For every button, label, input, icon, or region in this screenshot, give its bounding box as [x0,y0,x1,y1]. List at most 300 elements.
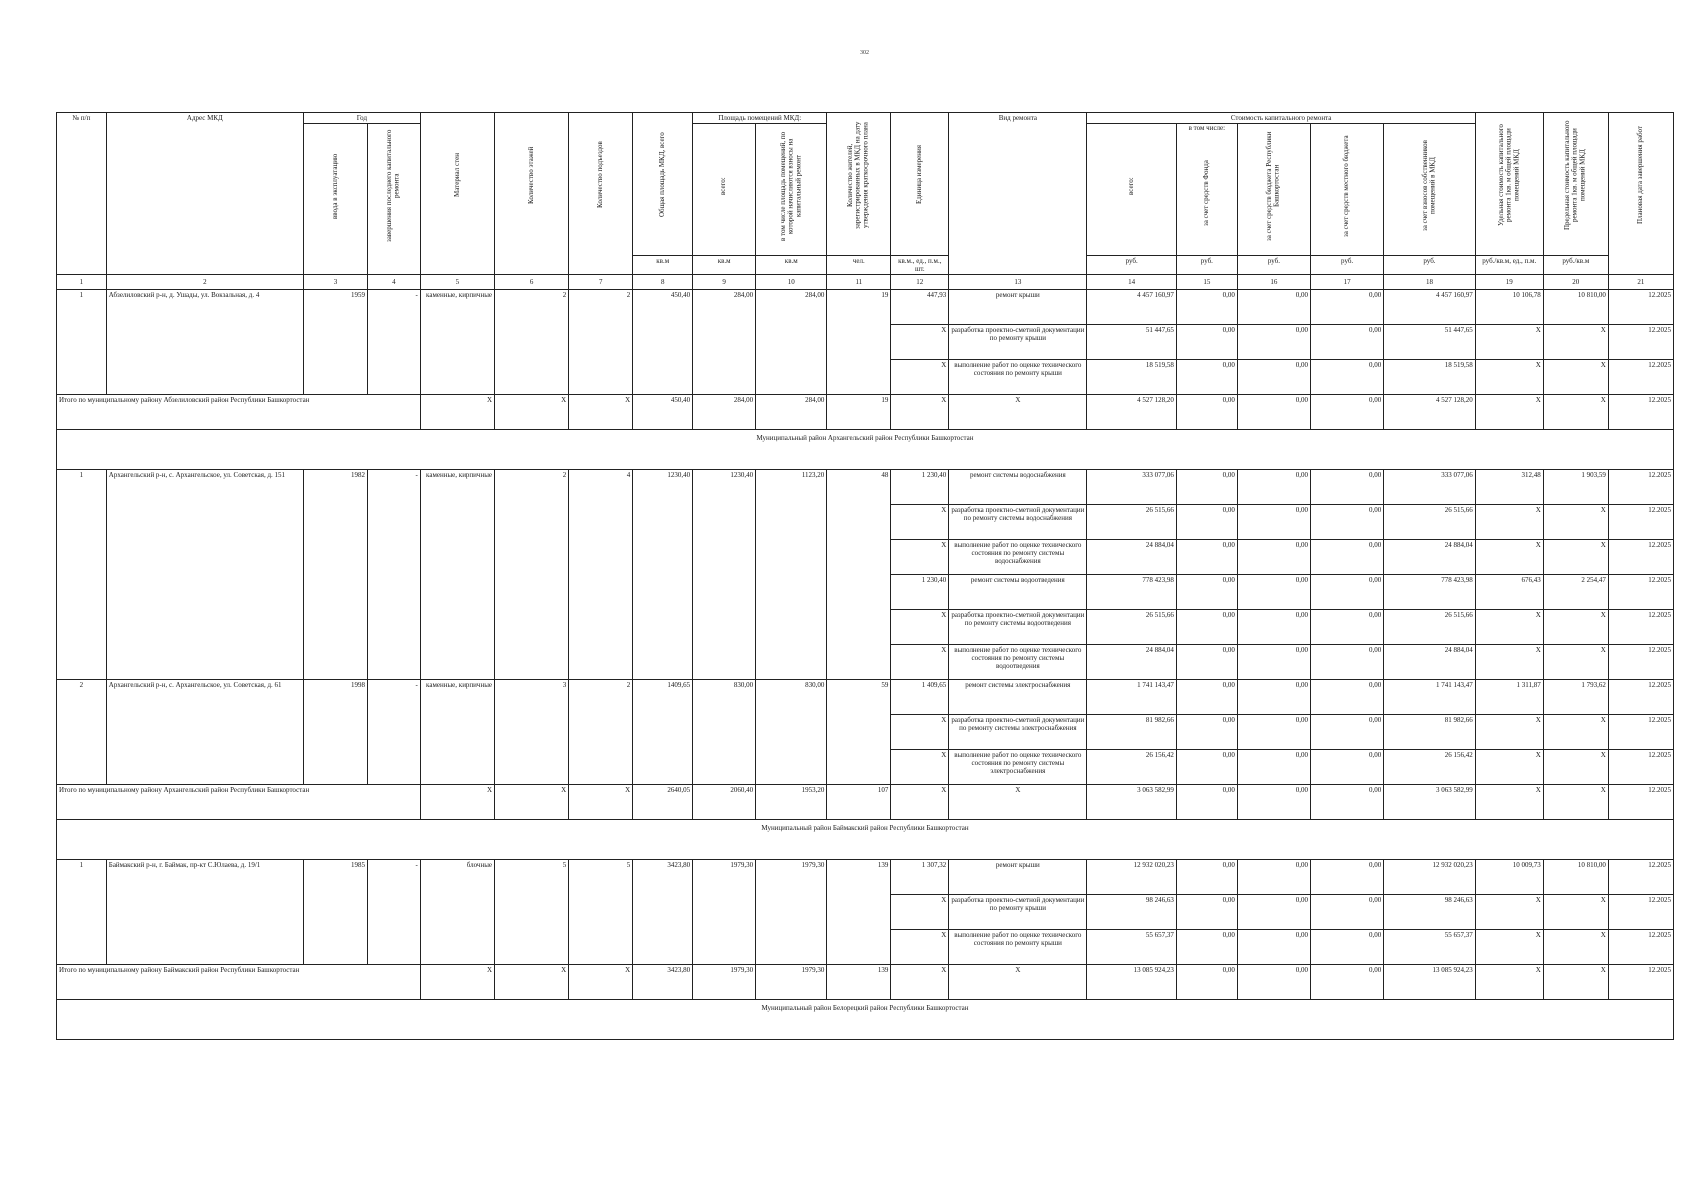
column-number: 14 [1087,275,1176,290]
total-max-cost: X [1543,785,1608,820]
work-cost-local: 0,00 [1311,860,1384,895]
header-premises-total: всего: [693,124,756,256]
total-residents: 107 [827,785,891,820]
house-premises-total: 1230,40 [693,470,756,680]
column-number: 18 [1384,275,1476,290]
header-cost-republic: за счет средств бюджета Республики Башкортостан [1237,124,1310,256]
work-cost-owners: 55 657,37 [1384,930,1476,965]
work-cost-total: 51 447,65 [1087,325,1176,360]
page-number: 302 [860,50,869,56]
work-cost-fund: 0,00 [1176,470,1237,505]
work-cost-owners: 26 515,66 [1384,610,1476,645]
house-year: 1982 [303,470,367,680]
work-cost-fund: 0,00 [1176,860,1237,895]
work-cost-total: 24 884,04 [1087,645,1176,680]
work-cost-owners: 51 447,65 [1384,325,1476,360]
total-cost: 13 085 924,23 [1087,965,1176,1000]
column-number: 3 [303,275,367,290]
total-unit: X [891,395,949,430]
total-cost-local: 0,00 [1311,785,1384,820]
total-cost-republic: 0,00 [1237,965,1310,1000]
total-max-cost: X [1543,965,1608,1000]
total-premises: 2060,40 [693,785,756,820]
work-max-cost: X [1543,895,1608,930]
district-total-label: Итого по муниципальному району Архангельский район Республики Башкортостан [57,785,421,820]
work-cost-total: 333 077,06 [1087,470,1176,505]
total-cost-fund: 0,00 [1176,785,1237,820]
total-premises-fee: 1953,20 [756,785,827,820]
unit-residents: чел. [827,256,891,275]
work-cost-local: 0,00 [1311,895,1384,930]
house-address: Баймакский р-н, г. Баймак, пр-кт С.Юлаева, д. 19/1 [106,860,303,965]
work-unit: X [891,750,949,785]
header-floors: Количество этажей [495,113,569,275]
work-specific-cost: X [1475,750,1543,785]
total-floors: X [495,395,569,430]
district-section-row [57,1000,1674,1040]
work-planned-date: 12.2025 [1608,360,1673,395]
work-unit: X [891,360,949,395]
total-premises: 1979,30 [693,965,756,1000]
column-number: 20 [1543,275,1608,290]
work-cost-republic: 0,00 [1237,290,1310,325]
house-year: 1998 [303,680,367,785]
house-material: каменные, кирпичные [420,290,494,395]
house-floors: 3 [495,680,569,785]
unit-max-cost: руб./кв.м [1543,256,1608,275]
header-max-cost: Предельная стоимость капитального ремонта 1кв. м общей площади помещений МКД [1543,113,1608,256]
work-max-cost: X [1543,645,1608,680]
work-specific-cost: 676,43 [1475,575,1543,610]
work-specific-cost: X [1475,610,1543,645]
work-type: разработка проектно-сметной документации по ремонту системы водоснабжения [949,505,1087,540]
work-type: ремонт крыши [949,290,1087,325]
work-cost-total: 12 932 020,23 [1087,860,1176,895]
work-cost-republic: 0,00 [1237,715,1310,750]
work-type: ремонт системы электроснабжения [949,680,1087,715]
house-residents: 19 [827,290,891,395]
work-specific-cost: X [1475,325,1543,360]
total-planned-date: 12.2025 [1608,395,1673,430]
house-total-area: 1409,65 [633,680,693,785]
column-number: 7 [569,275,633,290]
header-residents: Количество жителей, зарегистрированных в МКД на дату утверждения краткосрочного плана [827,113,891,256]
total-work-type: X [949,395,1087,430]
work-planned-date: 12.2025 [1608,610,1673,645]
work-type: разработка проектно-сметной документации по ремонту крыши [949,895,1087,930]
work-specific-cost: X [1475,715,1543,750]
total-area: 2640,05 [633,785,693,820]
work-cost-republic: 0,00 [1237,470,1310,505]
house-last-repair: - [367,680,420,785]
work-planned-date: 12.2025 [1608,860,1673,895]
work-planned-date: 12.2025 [1608,750,1673,785]
total-cost-local: 0,00 [1311,965,1384,1000]
house-floors: 2 [495,470,569,680]
house-floors: 5 [495,860,569,965]
work-planned-date: 12.2025 [1608,290,1673,325]
work-max-cost: X [1543,930,1608,965]
total-work-type: X [949,785,1087,820]
house-premises-total: 284,00 [693,290,756,395]
house-material: блочные [420,860,494,965]
total-premises-fee: 284,00 [756,395,827,430]
header-cost-local: за счет средств местного бюджета [1311,124,1384,256]
column-number: 6 [495,275,569,290]
work-specific-cost: X [1475,360,1543,395]
total-cost: 3 063 582,99 [1087,785,1176,820]
work-cost-local: 0,00 [1311,540,1384,575]
total-work-type: X [949,965,1087,1000]
work-cost-total: 18 519,58 [1087,360,1176,395]
header-premises-fee: в том числе площадь помещений, по которой начисляются взносы на капитальный ремонт [756,124,827,256]
total-entrances: X [569,395,633,430]
work-cost-local: 0,00 [1311,290,1384,325]
total-material: X [420,785,494,820]
total-cost-local: 0,00 [1311,395,1384,430]
header-year-group: Год [303,113,420,124]
work-max-cost: X [1543,610,1608,645]
header-cost-fund: в том числе: за счет средств Фонда [1176,124,1237,256]
total-cost-owners: 3 063 582,99 [1384,785,1476,820]
work-cost-republic: 0,00 [1237,540,1310,575]
work-cost-owners: 12 932 020,23 [1384,860,1476,895]
work-max-cost: X [1543,325,1608,360]
work-type: выполнение работ по оценке технического состояния по ремонту крыши [949,360,1087,395]
total-floors: X [495,965,569,1000]
work-cost-republic: 0,00 [1237,610,1310,645]
work-type: разработка проектно-сметной документации по ремонту системы электроснабжения [949,715,1087,750]
total-floors: X [495,785,569,820]
house-material: каменные, кирпичные [420,680,494,785]
house-last-repair: - [367,470,420,680]
column-number: 9 [693,275,756,290]
work-cost-owners: 18 519,58 [1384,360,1476,395]
work-cost-fund: 0,00 [1176,290,1237,325]
total-entrances: X [569,785,633,820]
house-year: 1959 [303,290,367,395]
work-specific-cost: X [1475,645,1543,680]
house-total-area: 3423,80 [633,860,693,965]
header-cost-owners: за счет взносов собственников помещений в МКД [1384,124,1476,256]
work-specific-cost: 10 009,73 [1475,860,1543,895]
work-cost-total: 24 884,04 [1087,540,1176,575]
work-unit: X [891,715,949,750]
work-max-cost: 1 903,59 [1543,470,1608,505]
work-cost-republic: 0,00 [1237,505,1310,540]
header-year-commissioning: ввода в эксплуатацию [303,124,367,275]
work-unit: 1 230,40 [891,470,949,505]
work-cost-owners: 26 156,42 [1384,750,1476,785]
header-wall-material: Материал стен [420,113,494,275]
work-cost-local: 0,00 [1311,930,1384,965]
work-specific-cost: X [1475,930,1543,965]
column-number: 17 [1311,275,1384,290]
work-cost-republic: 0,00 [1237,325,1310,360]
work-cost-total: 98 246,63 [1087,895,1176,930]
work-unit: X [891,505,949,540]
header-premises-group: Площадь помещений МКД: [693,113,827,124]
district-total-label: Итого по муниципальному району Абзелиловский район Республики Башкортостан [57,395,421,430]
total-specific-cost: X [1475,395,1543,430]
work-cost-owners: 26 515,66 [1384,505,1476,540]
house-floors: 2 [495,290,569,395]
total-cost: 4 527 128,20 [1087,395,1176,430]
house-entrances: 4 [569,470,633,680]
work-cost-local: 0,00 [1311,360,1384,395]
work-planned-date: 12.2025 [1608,575,1673,610]
work-max-cost: 1 793,62 [1543,680,1608,715]
table-row [57,470,1674,505]
work-max-cost: 10 810,00 [1543,860,1608,895]
work-cost-total: 778 423,98 [1087,575,1176,610]
work-max-cost: 10 810,00 [1543,290,1608,325]
work-type: ремонт крыши [949,860,1087,895]
house-premises-fee: 1123,20 [756,470,827,680]
house-total-area: 1230,40 [633,470,693,680]
work-max-cost: X [1543,715,1608,750]
total-planned-date: 12.2025 [1608,785,1673,820]
work-unit: X [891,895,949,930]
column-number: 8 [633,275,693,290]
work-cost-local: 0,00 [1311,325,1384,360]
work-cost-total: 81 982,66 [1087,715,1176,750]
capital-repair-register-table [56,112,1674,1040]
work-type: выполнение работ по оценке технического состояния по ремонту системы водоснабжения [949,540,1087,575]
total-cost-republic: 0,00 [1237,395,1310,430]
work-planned-date: 12.2025 [1608,470,1673,505]
column-number: 1 [57,275,107,290]
district-section-row [57,430,1674,470]
work-cost-local: 0,00 [1311,680,1384,715]
house-entrances: 2 [569,290,633,395]
total-max-cost: X [1543,395,1608,430]
work-cost-total: 1 741 143,47 [1087,680,1176,715]
total-material: X [420,395,494,430]
total-premises-fee: 1979,30 [756,965,827,1000]
work-cost-local: 0,00 [1311,575,1384,610]
work-cost-owners: 98 246,63 [1384,895,1476,930]
work-cost-republic: 0,00 [1237,860,1310,895]
total-material: X [420,965,494,1000]
work-specific-cost: 312,48 [1475,470,1543,505]
work-max-cost: X [1543,540,1608,575]
column-number: 4 [367,275,420,290]
work-unit: X [891,930,949,965]
table-row [57,680,1674,715]
work-specific-cost: X [1475,540,1543,575]
district-total-row [57,965,1674,1000]
work-cost-fund: 0,00 [1176,750,1237,785]
work-cost-republic: 0,00 [1237,930,1310,965]
work-cost-republic: 0,00 [1237,360,1310,395]
work-cost-fund: 0,00 [1176,645,1237,680]
district-total-row [57,785,1674,820]
total-residents: 19 [827,395,891,430]
work-cost-fund: 0,00 [1176,715,1237,750]
header-address: Адрес МКД [106,113,303,275]
unit-total-area: кв.м [633,256,693,275]
total-premises: 284,00 [693,395,756,430]
house-last-repair: - [367,860,420,965]
house-number: 1 [57,860,107,965]
total-cost-fund: 0,00 [1176,965,1237,1000]
unit-cost-local: руб. [1311,256,1384,275]
work-type: разработка проектно-сметной документации по ремонту системы водоотведения [949,610,1087,645]
work-cost-local: 0,00 [1311,610,1384,645]
work-unit: X [891,325,949,360]
work-specific-cost: 1 311,87 [1475,680,1543,715]
work-planned-date: 12.2025 [1608,505,1673,540]
unit-premises-total: кв.м [693,256,756,275]
work-cost-owners: 24 884,04 [1384,645,1476,680]
work-cost-fund: 0,00 [1176,575,1237,610]
column-numbers-row [57,275,1674,290]
district-section-title: Муниципальный район Белорецкий район Республики Башкортостан [57,1000,1674,1040]
unit-cost-total: руб. [1087,256,1176,275]
header-entrances: Количество подъездов [569,113,633,275]
work-specific-cost: X [1475,895,1543,930]
total-cost-owners: 4 527 128,20 [1384,395,1476,430]
house-premises-fee: 1979,30 [756,860,827,965]
work-cost-owners: 4 457 160,97 [1384,290,1476,325]
district-total-label: Итого по муниципальному району Баймакский район Республики Башкортостан [57,965,421,1000]
unit-cost-fund: руб. [1176,256,1237,275]
header-year-last-repair: завершения последнего капитального ремонта [367,124,420,275]
house-last-repair: - [367,290,420,395]
total-unit: X [891,785,949,820]
work-unit: X [891,645,949,680]
work-max-cost: X [1543,360,1608,395]
work-cost-total: 26 515,66 [1087,505,1176,540]
house-number: 1 [57,290,107,395]
work-cost-owners: 24 884,04 [1384,540,1476,575]
header-planned-date: Плановая дата завершения работ [1608,113,1673,275]
work-planned-date: 12.2025 [1608,645,1673,680]
work-planned-date: 12.2025 [1608,895,1673,930]
work-max-cost: X [1543,505,1608,540]
work-unit: 1 409,65 [891,680,949,715]
house-total-area: 450,40 [633,290,693,395]
work-cost-total: 26 156,42 [1087,750,1176,785]
column-number: 21 [1608,275,1673,290]
header-cost-group: Стоимость капитального ремонта [1087,113,1475,124]
work-type: ремонт системы водоснабжения [949,470,1087,505]
work-cost-total: 4 457 160,97 [1087,290,1176,325]
work-type: выполнение работ по оценке технического состояния по ремонту системы электроснабжения [949,750,1087,785]
table-header [57,113,1674,275]
total-unit: X [891,965,949,1000]
total-entrances: X [569,965,633,1000]
district-section-title: Муниципальный район Баймакский район Республики Башкортостан [57,820,1674,860]
house-year: 1985 [303,860,367,965]
header-unit: Единица измерения [891,113,949,256]
house-premises-fee: 830,00 [756,680,827,785]
column-number: 19 [1475,275,1543,290]
header-total-area: Общая площадь МКД, всего [633,113,693,256]
work-cost-fund: 0,00 [1176,930,1237,965]
work-cost-republic: 0,00 [1237,680,1310,715]
house-number: 1 [57,470,107,680]
work-cost-republic: 0,00 [1237,750,1310,785]
unit-premises-fee: кв.м [756,256,827,275]
work-cost-local: 0,00 [1311,750,1384,785]
table-row [57,290,1674,325]
work-specific-cost: X [1475,505,1543,540]
total-cost-owners: 13 085 924,23 [1384,965,1476,1000]
column-number: 5 [420,275,494,290]
total-specific-cost: X [1475,785,1543,820]
work-cost-local: 0,00 [1311,470,1384,505]
work-cost-total: 55 657,37 [1087,930,1176,965]
house-residents: 59 [827,680,891,785]
work-unit: 1 307,32 [891,860,949,895]
house-material: каменные, кирпичные [420,470,494,680]
total-cost-fund: 0,00 [1176,395,1237,430]
house-entrances: 2 [569,680,633,785]
work-cost-fund: 0,00 [1176,505,1237,540]
total-cost-republic: 0,00 [1237,785,1310,820]
column-number: 16 [1237,275,1310,290]
work-max-cost: X [1543,750,1608,785]
total-area: 450,40 [633,395,693,430]
column-number: 11 [827,275,891,290]
work-planned-date: 12.2025 [1608,715,1673,750]
work-unit: 1 230,40 [891,575,949,610]
unit-cost-republic: руб. [1237,256,1310,275]
house-address: Архангельский р-н, с. Архангельское, ул. Советская, д. 61 [106,680,303,785]
column-number: 12 [891,275,949,290]
work-type: разработка проектно-сметной документации по ремонту крыши [949,325,1087,360]
work-cost-local: 0,00 [1311,645,1384,680]
work-type: ремонт системы водоотведения [949,575,1087,610]
unit-cost-owners: руб. [1384,256,1476,275]
work-unit: 447,93 [891,290,949,325]
work-max-cost: 2 254,47 [1543,575,1608,610]
work-planned-date: 12.2025 [1608,325,1673,360]
house-address: Архангельский р-н, с. Архангельское, ул. Советская, д. 151 [106,470,303,680]
work-planned-date: 12.2025 [1608,540,1673,575]
work-type: выполнение работ по оценке технического состояния по ремонту системы водоотведения [949,645,1087,680]
house-residents: 48 [827,470,891,680]
house-address: Абзелиловский р-н, д. Ушады, ул. Вокзальная, д. 4 [106,290,303,395]
house-premises-total: 1979,30 [693,860,756,965]
work-cost-fund: 0,00 [1176,325,1237,360]
house-premises-total: 830,00 [693,680,756,785]
total-specific-cost: X [1475,965,1543,1000]
column-number: 10 [756,275,827,290]
header-cost-total: всего: [1087,124,1176,256]
work-cost-fund: 0,00 [1176,610,1237,645]
work-type: выполнение работ по оценке технического состояния по ремонту крыши [949,930,1087,965]
work-cost-republic: 0,00 [1237,895,1310,930]
work-cost-owners: 333 077,06 [1384,470,1476,505]
column-number: 13 [949,275,1087,290]
district-total-row [57,395,1674,430]
work-cost-fund: 0,00 [1176,540,1237,575]
total-residents: 139 [827,965,891,1000]
work-cost-total: 26 515,66 [1087,610,1176,645]
work-unit: X [891,610,949,645]
total-planned-date: 12.2025 [1608,965,1673,1000]
header-incl: в том числе: [1188,124,1226,133]
work-cost-local: 0,00 [1311,505,1384,540]
district-section-title: Муниципальный район Архангельский район Республики Башкортостан [57,430,1674,470]
header-work-type: Вид ремонта [949,113,1087,275]
house-number: 2 [57,680,107,785]
work-planned-date: 12.2025 [1608,680,1673,715]
table-row [57,860,1674,895]
